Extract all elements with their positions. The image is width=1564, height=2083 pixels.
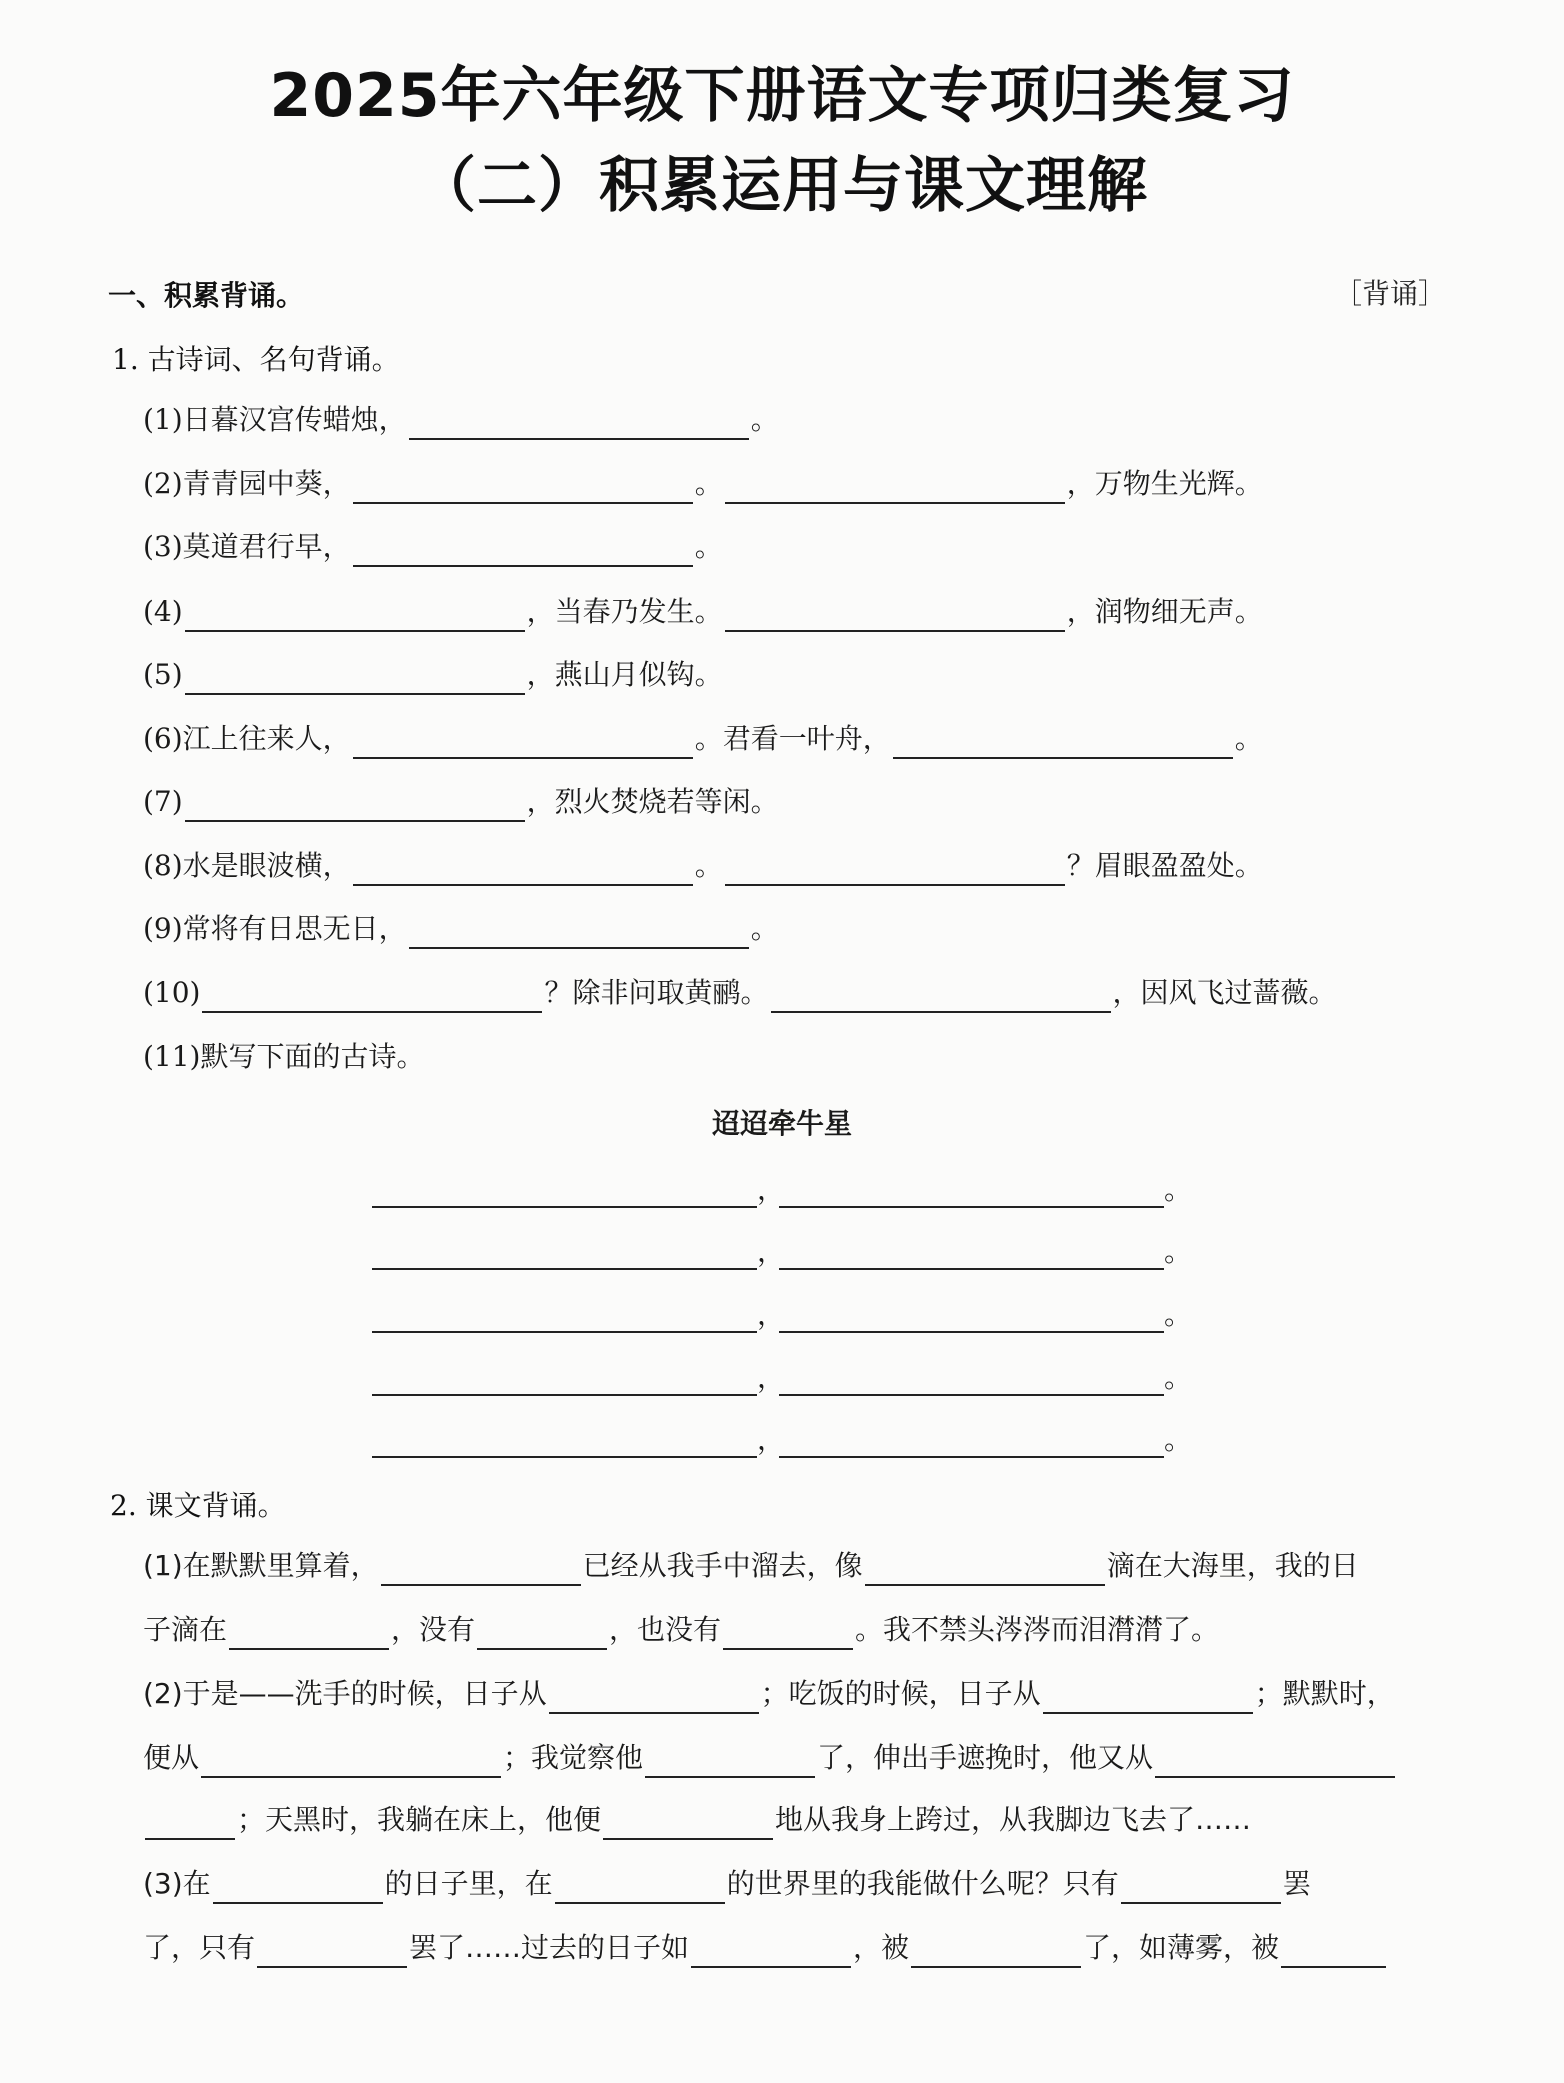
- item-number: (11): [143, 1040, 201, 1073]
- item-text: ，燕山月似钩。: [526, 658, 723, 691]
- answer-blank[interactable]: [555, 1876, 725, 1904]
- section-tag: ［背诵］: [1333, 277, 1446, 310]
- answer-blank[interactable]: [372, 1305, 757, 1333]
- poem-line: [372, 1356, 1192, 1396]
- question-2-heading: 2. 课文背诵。: [110, 1489, 286, 1522]
- period: 。: [1164, 1235, 1193, 1268]
- answer-blank[interactable]: [353, 731, 693, 759]
- answer-blank[interactable]: [145, 1812, 235, 1840]
- passage-text: (1)在默默里算着，: [143, 1549, 379, 1582]
- answer-blank[interactable]: [865, 1558, 1105, 1586]
- answer-blank[interactable]: [372, 1242, 757, 1270]
- poem-line: [372, 1293, 1192, 1333]
- passage-text: 了，如薄雾，被: [1083, 1931, 1280, 1964]
- answer-blank[interactable]: [893, 731, 1233, 759]
- answer-blank[interactable]: [1121, 1876, 1281, 1904]
- passage-line: [143, 1738, 1397, 1778]
- poem-line: [372, 1230, 1192, 1270]
- recitation-item: [143, 527, 723, 567]
- recitation-item: [143, 782, 779, 822]
- passage-text: ；天黑时，我躺在床上，他便: [237, 1803, 602, 1836]
- comma: ，: [757, 1298, 786, 1331]
- answer-blank[interactable]: [409, 921, 749, 949]
- answer-blank[interactable]: [779, 1180, 1164, 1208]
- answer-blank[interactable]: [1155, 1750, 1395, 1778]
- passage-text: 了，只有: [143, 1931, 256, 1964]
- item-text: 。: [1234, 722, 1263, 755]
- answer-blank[interactable]: [725, 476, 1065, 504]
- recitation-item: [143, 400, 779, 440]
- item-number: (4): [143, 595, 183, 628]
- period: 。: [1164, 1361, 1193, 1394]
- passage-line: [143, 1546, 1359, 1586]
- passage-text: 罢了……过去的日子如: [409, 1931, 690, 1964]
- passage-line: [143, 1800, 1251, 1840]
- passage-text: ；默默时，: [1254, 1677, 1395, 1710]
- answer-blank[interactable]: [771, 985, 1111, 1013]
- passage-text: 地从我身上跨过，从我脚边飞去了……: [775, 1803, 1252, 1836]
- passage-text: 滴在大海里，我的日: [1106, 1549, 1359, 1582]
- item-number: (3): [143, 530, 183, 563]
- section-heading: 一、积累背诵。: [108, 279, 305, 312]
- item-text: ？眉眼盈盈处。: [1066, 849, 1263, 882]
- passage-text: 了，伸出手遮挽时，他又从: [817, 1741, 1154, 1774]
- item-number: (2): [143, 467, 183, 500]
- answer-blank[interactable]: [549, 1686, 759, 1714]
- recitation-item: [143, 719, 1263, 759]
- answer-blank[interactable]: [1281, 1940, 1386, 1968]
- answer-blank[interactable]: [645, 1750, 815, 1778]
- answer-blank[interactable]: [779, 1430, 1164, 1458]
- item-text: 。: [750, 403, 779, 436]
- answer-blank[interactable]: [409, 412, 749, 440]
- passage-text: ，也没有: [609, 1613, 722, 1646]
- comma: ，: [757, 1361, 786, 1394]
- passage-text: 已经从我手中溜去，像: [582, 1549, 863, 1582]
- passage-text: ，被: [853, 1931, 910, 1964]
- item-text: 。: [694, 467, 723, 500]
- answer-blank[interactable]: [603, 1812, 773, 1840]
- answer-blank[interactable]: [185, 794, 525, 822]
- passage-line: [143, 1928, 1388, 1968]
- answer-blank[interactable]: [725, 604, 1065, 632]
- passage-text: 的世界里的我能做什么呢？只有: [726, 1867, 1119, 1900]
- answer-blank[interactable]: [353, 858, 693, 886]
- comma: ，: [757, 1423, 786, 1456]
- item-text: ，因风飞过蔷薇。: [1112, 976, 1337, 1009]
- recitation-item: [143, 655, 723, 695]
- passage-text: (3)在: [143, 1867, 211, 1900]
- item-text: ？除非问取黄鹂。: [544, 976, 769, 1009]
- answer-blank[interactable]: [185, 604, 525, 632]
- question-1-heading: 1. 古诗词、名句背诵。: [112, 343, 400, 376]
- item-text: 日暮汉宫传蜡烛，: [182, 403, 407, 436]
- recitation-item: [143, 909, 779, 949]
- item-number: (7): [143, 785, 183, 818]
- item-number: (9): [143, 912, 183, 945]
- answer-blank[interactable]: [213, 1876, 383, 1904]
- item-text: 。君看一叶舟，: [694, 722, 891, 755]
- item-text: 水是眼波横，: [182, 849, 351, 882]
- period: 。: [1164, 1173, 1193, 1206]
- answer-blank[interactable]: [723, 1622, 853, 1650]
- item-number: (8): [143, 849, 183, 882]
- answer-blank[interactable]: [202, 985, 542, 1013]
- passage-line: [143, 1674, 1395, 1714]
- answer-blank[interactable]: [691, 1940, 851, 1968]
- comma: ，: [757, 1235, 786, 1268]
- item-text: ，烈火焚烧若等闲。: [526, 785, 779, 818]
- item-text: 江上往来人，: [182, 722, 351, 755]
- answer-blank[interactable]: [257, 1940, 407, 1968]
- passage-line: [143, 1864, 1311, 1904]
- recitation-item: [143, 973, 1337, 1013]
- passage-text: ；我觉察他: [503, 1741, 644, 1774]
- item-number: (10): [143, 976, 201, 1009]
- passage-text: 罢: [1282, 1867, 1311, 1900]
- answer-blank[interactable]: [1043, 1686, 1253, 1714]
- item-text: 。: [750, 912, 779, 945]
- recitation-item: [143, 464, 1263, 504]
- answer-blank[interactable]: [372, 1430, 757, 1458]
- passage-text: ；吃饭的时候，日子从: [760, 1677, 1041, 1710]
- period: 。: [1164, 1298, 1193, 1331]
- poem-line: [372, 1168, 1192, 1208]
- item-text: 青青园中葵，: [182, 467, 351, 500]
- answer-blank[interactable]: [353, 539, 693, 567]
- item-text: 常将有日思无日，: [182, 912, 407, 945]
- item-text: ，万物生光辉。: [1066, 467, 1263, 500]
- item-text: ，当春乃发生。: [526, 595, 723, 628]
- answer-blank[interactable]: [185, 667, 525, 695]
- item-text: 默写下面的古诗。: [200, 1040, 425, 1073]
- item-number: (6): [143, 722, 183, 755]
- answer-blank[interactable]: [779, 1368, 1164, 1396]
- answer-blank[interactable]: [372, 1368, 757, 1396]
- answer-blank[interactable]: [381, 1558, 581, 1586]
- recitation-item: [143, 592, 1263, 632]
- item-text: 。: [694, 849, 723, 882]
- item-text: 。: [694, 530, 723, 563]
- page-title: 2025年六年级下册语文专项归类复习: [269, 61, 1295, 131]
- comma: ，: [757, 1173, 786, 1206]
- answer-blank[interactable]: [779, 1242, 1164, 1270]
- passage-text: ，没有: [391, 1613, 476, 1646]
- poem-title: 迢迢牵牛星: [711, 1107, 852, 1140]
- period: 。: [1164, 1423, 1193, 1456]
- passage-text: 子滴在: [143, 1613, 228, 1646]
- answer-blank[interactable]: [911, 1940, 1081, 1968]
- recitation-item: [143, 1037, 425, 1077]
- answer-blank[interactable]: [372, 1180, 757, 1208]
- passage-text: 便从: [143, 1741, 200, 1774]
- answer-blank[interactable]: [779, 1305, 1164, 1333]
- passage-text: (2)于是——洗手的时候，日子从: [143, 1677, 547, 1710]
- item-text: 莫道君行早，: [182, 530, 351, 563]
- answer-blank[interactable]: [477, 1622, 607, 1650]
- passage-text: 。我不禁头涔涔而泪潸潸了。: [855, 1613, 1220, 1646]
- page-subtitle: （二）积累运用与课文理解: [416, 151, 1148, 221]
- recitation-item: [143, 846, 1263, 886]
- answer-blank[interactable]: [201, 1750, 501, 1778]
- answer-blank[interactable]: [353, 476, 693, 504]
- passage-text: 的日子里，在: [384, 1867, 553, 1900]
- passage-line: [143, 1610, 1219, 1650]
- item-number: (5): [143, 658, 183, 691]
- item-number: (1): [143, 403, 183, 436]
- item-text: ，润物细无声。: [1066, 595, 1263, 628]
- answer-blank[interactable]: [725, 858, 1065, 886]
- poem-line: [372, 1418, 1192, 1458]
- answer-blank[interactable]: [229, 1622, 389, 1650]
